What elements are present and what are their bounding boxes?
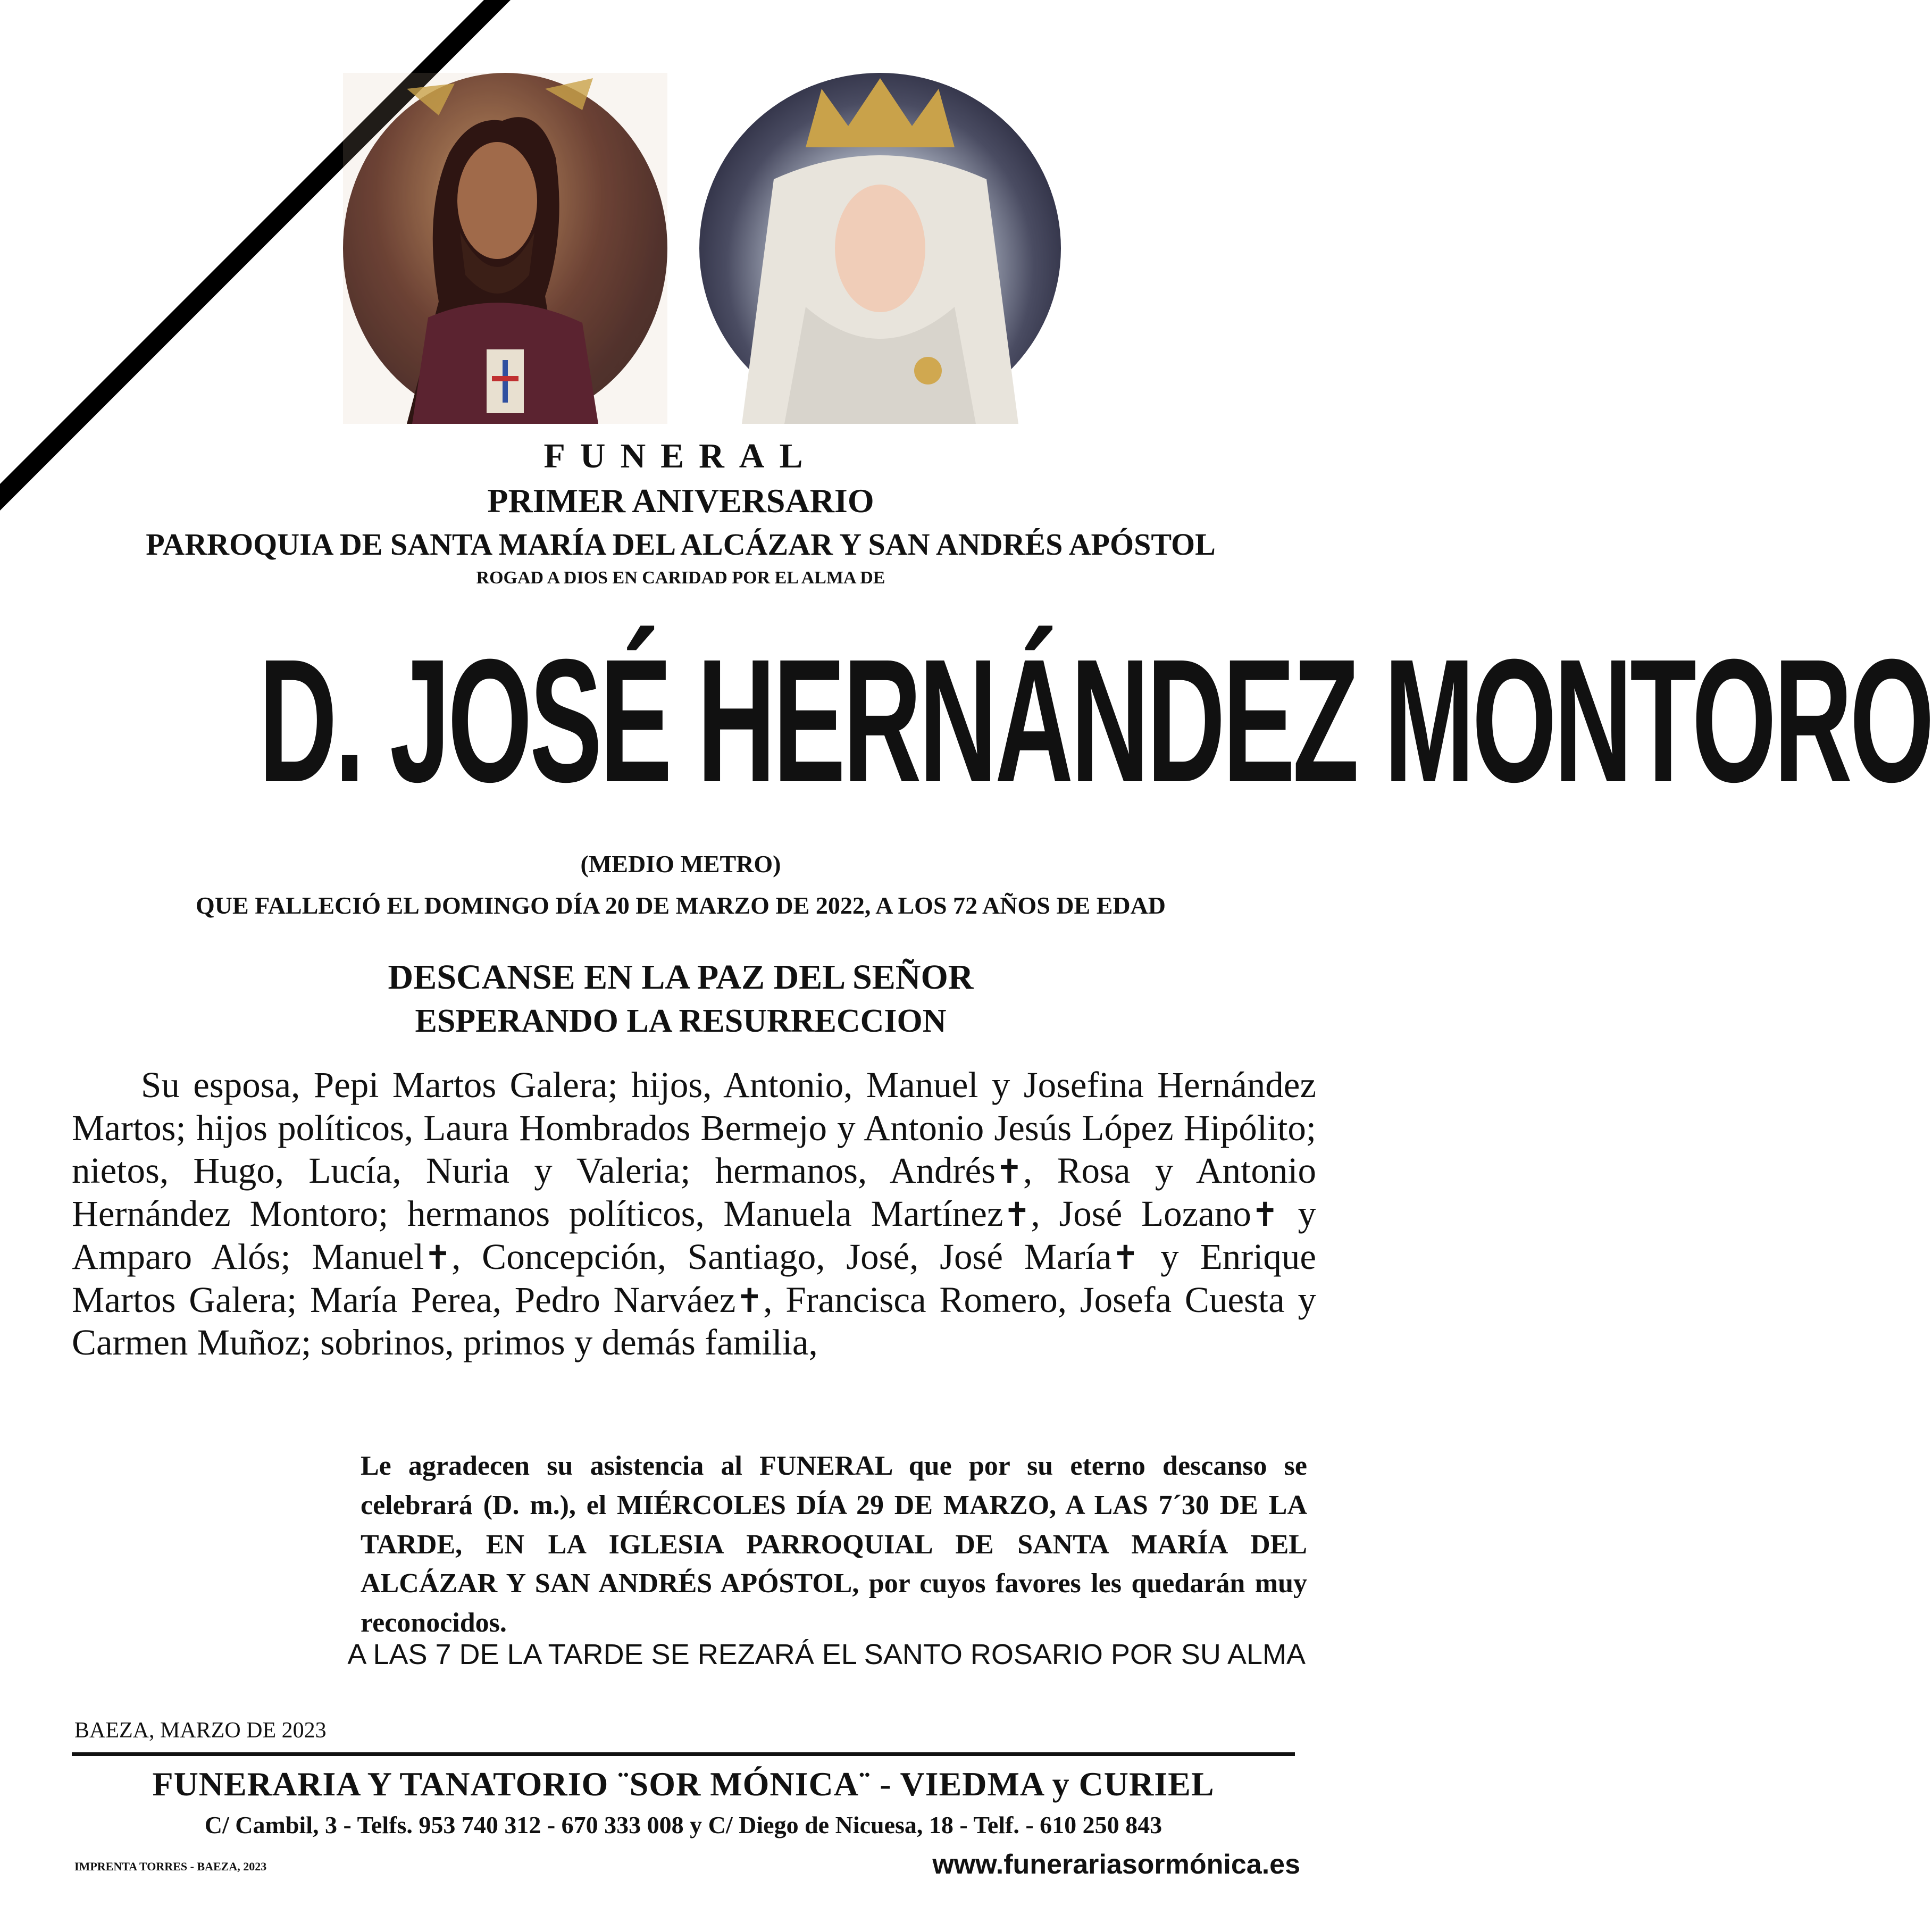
family-text: Su esposa, Pepi Martos Galera; hijos, Antonio, Manuel y Josefina Hernández Martos; hijos políticos, Laura Hombrados Bermejo y Antonio Jesús López Hipólito; nietos, Hugo, Lucía, Nuria y Valeria; hermanos, Andrés bbox=[72, 1065, 1316, 1191]
funeral-invitation: Le agradecen su asistencia al FUNERAL que por su eterno descanso se celebrará (D. m.), el MIÉRCOLES DÍA 29 DE MARZO, A LAS 7´30 DE LA TARDE, EN LA IGLESIA PARROQUIAL DE SANTA MARÍA DEL ALCÁZAR Y SAN ANDRÉS APÓSTOL, por cuyos favores les quedarán muy reconocidos. bbox=[361, 1451, 1307, 1639]
cross-icon: ✝ bbox=[735, 1281, 764, 1320]
funeral-home-name: FUNERARIA Y TANATORIO ¨SOR MÓNICA¨ - VIEDMA y CURIEL bbox=[152, 1765, 1215, 1803]
family-text: , Francisca Romero, Josefa Cuesta y Carmen Muñoz; sobrinos, primos y demás familia, bbox=[72, 1279, 1316, 1363]
anniversary-heading: PRIMER ANIVERSARIO bbox=[487, 482, 874, 520]
cross-icon: ✝ bbox=[1251, 1195, 1279, 1234]
rosary-notice: A LAS 7 DE LA TARDE SE REZARÁ EL SANTO ROSARIO POR SU ALMA bbox=[347, 1639, 1306, 1670]
family-text: , José Lozano bbox=[1031, 1193, 1251, 1234]
parish-name: PARROQUIA DE SANTA MARÍA DEL ALCÁZAR Y SAN ANDRÉS APÓSTOL bbox=[146, 527, 1216, 562]
death-notice: QUE FALLECIÓ EL DOMINGO DÍA 20 DE MARZO DE 2022, A LOS 72 AÑOS DE EDAD bbox=[195, 892, 1166, 919]
family-text: , Rosa y Antonio Hernández Montoro; hermanos políticos, Manuela Martínez bbox=[72, 1150, 1316, 1234]
funeral-home-address: C/ Cambil, 3 - Telfs. 953 740 312 - 670 333 008 y C/ Diego de Nicuesa, 18 - Telf. - 610 250 843 bbox=[204, 1811, 1162, 1838]
deceased-alias: (MEDIO METRO) bbox=[580, 850, 781, 877]
cross-icon: ✝ bbox=[1003, 1195, 1031, 1234]
portrait-virgin-image bbox=[699, 73, 1061, 424]
website-link[interactable]: www.funerariasormónica.es bbox=[932, 1849, 1300, 1880]
family-paragraph bbox=[72, 1064, 1316, 1364]
prayer-request: ROGAD A DIOS EN CARIDAD POR EL ALMA DE bbox=[476, 568, 885, 588]
rest-in-peace: DESCANSE EN LA PAZ DEL SEÑOR bbox=[388, 958, 974, 997]
deceased-name: D. JOSÉ HERNÁNDEZ MONTORO bbox=[258, 622, 1932, 818]
footer-divider bbox=[72, 1752, 1295, 1756]
printer-credit: IMPRENTA TORRES - BAEZA, 2023 bbox=[74, 1860, 267, 1873]
family-text: y Amparo Alós; Manuel bbox=[72, 1193, 1317, 1277]
funeral-heading: FUNERAL bbox=[543, 437, 818, 475]
family-text: , Concepción, Santiago, José, José María bbox=[451, 1236, 1112, 1277]
resurrection-line: ESPERANDO LA RESURRECCION bbox=[415, 1003, 947, 1039]
portrait-christ-image bbox=[343, 73, 667, 424]
cross-icon: ✝ bbox=[1111, 1238, 1140, 1277]
place-date: BAEZA, MARZO DE 2023 bbox=[74, 1718, 327, 1743]
cross-icon: ✝ bbox=[424, 1238, 452, 1277]
family-text: y Enrique Martos Galera; María Perea, Pedro Narváez bbox=[72, 1236, 1317, 1320]
cross-icon: ✝ bbox=[996, 1152, 1023, 1191]
